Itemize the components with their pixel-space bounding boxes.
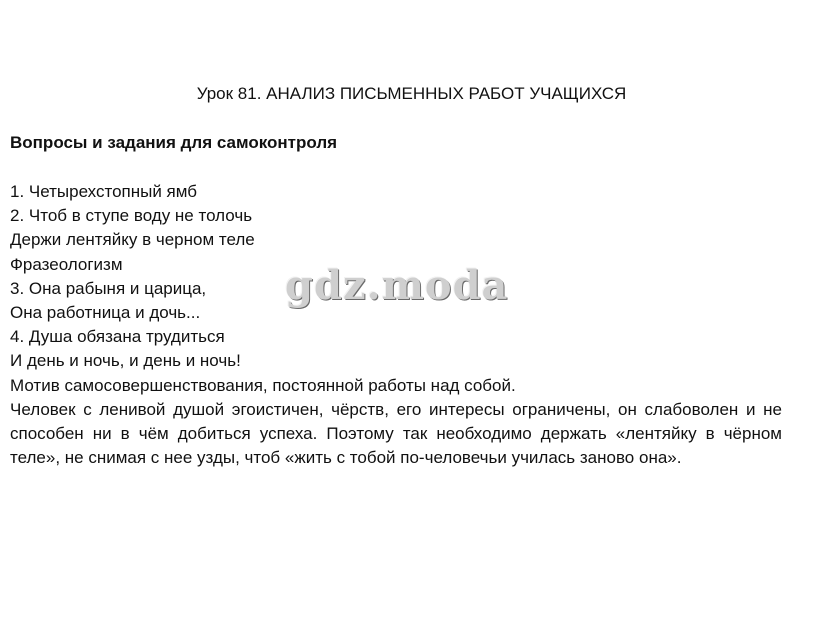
answer-line: 2. Чтоб в ступе воду не толочь bbox=[10, 206, 253, 226]
answer-line: 1. Четырехстопный ямб bbox=[10, 182, 197, 201]
answer-line: 3. Она рабыня и царица, bbox=[10, 278, 207, 298]
answer-paragraph: Человек с ленивой душой эгоистичен, чёрств, его интересы ограничены, он слабоволен и не способен ни в чём добиться успеха. Поэтому так необходимо держать «лентяйку в чёрном теле», не снимая с нее узды, чтоб «жить с тобой по-человечьи училась заново она». bbox=[10, 400, 782, 468]
answer-line: Фразеологизм bbox=[10, 254, 123, 274]
answer-line: Держи лентяйку в черном теле bbox=[10, 230, 255, 250]
answer-line: И день и ночь, и день и ночь! bbox=[10, 351, 241, 371]
lesson-title: Урок 81. АНАЛИЗ ПИСЬМЕННЫХ РАБОТ УЧАЩИХСЯ bbox=[196, 84, 627, 103]
answer-line: 4. Душа обязана трудиться bbox=[10, 327, 225, 347]
site-watermark: gdz.moda bbox=[285, 262, 509, 309]
answer-line: Мотив самосовершенствования, постоянной работы над собой. bbox=[10, 375, 516, 395]
answer-line: Она работница и дочь... bbox=[10, 303, 201, 323]
section-subtitle: Вопросы и задания для самоконтроля bbox=[10, 133, 338, 152]
